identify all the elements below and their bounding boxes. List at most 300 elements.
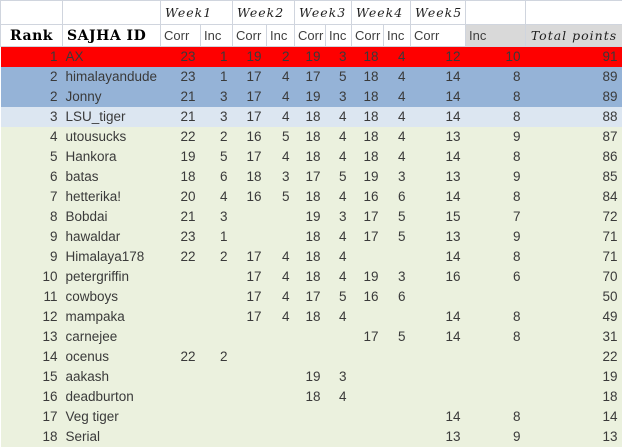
week3-inc-cell[interactable]: 3 [326, 207, 352, 227]
week2-corr-cell[interactable]: 18 [233, 167, 267, 187]
week5-inc-cell[interactable]: 8 [466, 147, 526, 167]
week1-inc-cell[interactable]: 1 [201, 47, 233, 67]
week4-corr-header[interactable]: Corr [352, 25, 384, 47]
rank-cell[interactable]: 12 [1, 307, 63, 327]
week4-header[interactable]: Week4 [352, 1, 411, 25]
week1-inc-cell[interactable]: 2 [201, 127, 233, 147]
week1-corr-cell[interactable]: 20 [161, 187, 201, 207]
table-row [1, 67, 622, 87]
total-points-cell[interactable]: 18 [526, 387, 622, 407]
week3-corr-cell[interactable]: 19 [295, 47, 326, 67]
week2-inc-cell[interactable] [267, 387, 295, 407]
week1-inc-cell[interactable] [201, 287, 233, 307]
rank-cell[interactable]: 10 [1, 267, 63, 287]
week4-corr-cell[interactable] [352, 387, 384, 407]
week3-corr-cell[interactable]: 17 [295, 167, 326, 187]
week3-inc-cell[interactable]: 4 [326, 307, 352, 327]
week4-corr-cell[interactable]: 19 [352, 267, 384, 287]
week5-inc-cell[interactable]: 6 [466, 267, 526, 287]
player-id-cell[interactable]: Himalaya178 [63, 247, 161, 267]
week1-inc-cell[interactable]: 1 [201, 227, 233, 247]
week1-inc-cell[interactable]: 3 [201, 207, 233, 227]
table-body [1, 47, 622, 447]
week3-corr-cell[interactable]: 18 [295, 187, 326, 207]
week2-corr-cell[interactable]: 19 [233, 47, 267, 67]
week5-corr-cell[interactable]: 14 [411, 67, 466, 87]
player-id-cell[interactable]: Veg tiger [63, 407, 161, 427]
week2-corr-cell[interactable]: 17 [233, 67, 267, 87]
table-row [1, 287, 622, 307]
week3-corr-cell[interactable]: 18 [295, 147, 326, 167]
week4-inc-cell[interactable]: 6 [384, 187, 411, 207]
player-id-cell[interactable]: Jonny [63, 87, 161, 107]
total-points-cell[interactable]: 84 [526, 187, 622, 207]
rank-cell[interactable]: 2 [1, 87, 63, 107]
table-row [1, 47, 622, 67]
player-id-cell[interactable]: hetterika! [63, 187, 161, 207]
total-points-cell[interactable]: 71 [526, 247, 622, 267]
total-points-cell[interactable]: 87 [526, 127, 622, 147]
week5-corr-cell[interactable]: 14 [411, 187, 466, 207]
rank-cell[interactable]: 17 [1, 407, 63, 427]
week1-inc-header[interactable]: Inc [201, 25, 233, 47]
total-points-cell[interactable]: 70 [526, 267, 622, 287]
week1-corr-cell[interactable] [161, 287, 201, 307]
player-id-cell[interactable]: mampaka [63, 307, 161, 327]
total-points-header[interactable]: Total points [526, 25, 622, 47]
week5-inc-cell[interactable]: 9 [466, 127, 526, 147]
week3-corr-cell[interactable]: 19 [295, 207, 326, 227]
rank-cell[interactable]: 13 [1, 327, 63, 347]
week2-inc-cell[interactable] [267, 207, 295, 227]
week3-inc-cell[interactable] [326, 327, 352, 347]
rank-cell[interactable]: 9 [1, 227, 63, 247]
week4-corr-cell[interactable]: 18 [352, 67, 384, 87]
week2-inc-cell[interactable] [267, 347, 295, 367]
week5-inc-cell[interactable]: 8 [466, 247, 526, 267]
total-points-cell[interactable]: 50 [526, 287, 622, 307]
rank-header[interactable]: Rank [1, 25, 63, 47]
week5-inc-cell[interactable]: 8 [466, 187, 526, 207]
week2-inc-cell[interactable] [267, 427, 295, 447]
player-id-cell[interactable]: aakash [63, 367, 161, 387]
week1-corr-cell[interactable]: 22 [161, 347, 201, 367]
week1-inc-cell[interactable] [201, 307, 233, 327]
week2-inc-cell[interactable]: 4 [267, 107, 295, 127]
week3-inc-cell[interactable]: 4 [326, 187, 352, 207]
week5-corr-cell[interactable]: 12 [411, 47, 466, 67]
week3-corr-cell[interactable]: 18 [295, 247, 326, 267]
week4-inc-cell[interactable]: 4 [384, 127, 411, 147]
week3-inc-cell[interactable]: 4 [326, 387, 352, 407]
week4-corr-cell[interactable]: 18 [352, 127, 384, 147]
week5-corr-cell[interactable]: 14 [411, 307, 466, 327]
week2-corr-cell[interactable] [233, 207, 267, 227]
rank-cell[interactable]: 6 [1, 167, 63, 187]
week1-inc-cell[interactable]: 1 [201, 67, 233, 87]
rank-cell[interactable]: 1 [1, 47, 63, 67]
week3-corr-cell[interactable] [295, 327, 326, 347]
week3-corr-cell[interactable]: 19 [295, 87, 326, 107]
table-row [1, 107, 622, 127]
week3-inc-cell[interactable]: 5 [326, 67, 352, 87]
table-row [1, 227, 622, 247]
total-points-cell[interactable]: 88 [526, 107, 622, 127]
week2-inc-cell[interactable]: 4 [267, 307, 295, 327]
week4-inc-cell[interactable]: 5 [384, 327, 411, 347]
week2-inc-cell[interactable]: 5 [267, 127, 295, 147]
week1-inc-cell[interactable] [201, 387, 233, 407]
week4-inc-cell[interactable]: 6 [384, 287, 411, 307]
week4-corr-cell[interactable]: 16 [352, 287, 384, 307]
table-row [1, 347, 622, 367]
week2-corr-cell[interactable]: 17 [233, 307, 267, 327]
player-id-cell[interactable]: Bobdai [63, 207, 161, 227]
table-header [1, 1, 622, 47]
week1-inc-cell[interactable] [201, 407, 233, 427]
week1-corr-cell[interactable] [161, 267, 201, 287]
week4-corr-cell[interactable] [352, 427, 384, 447]
rank-cell[interactable]: 11 [1, 287, 63, 307]
week2-inc-cell[interactable] [267, 327, 295, 347]
total-points-cell[interactable]: 85 [526, 167, 622, 187]
week5-inc-cell[interactable]: 8 [466, 87, 526, 107]
week4-inc-cell[interactable]: 5 [384, 207, 411, 227]
rank-cell[interactable]: 7 [1, 187, 63, 207]
week1-inc-cell[interactable] [201, 367, 233, 387]
week2-corr-cell[interactable]: 17 [233, 287, 267, 307]
week2-corr-cell[interactable] [233, 387, 267, 407]
week5-corr-cell[interactable]: 14 [411, 107, 466, 127]
rank-cell[interactable]: 16 [1, 387, 63, 407]
blank-cell-week5-inc[interactable] [466, 1, 526, 25]
week5-corr-cell[interactable]: 13 [411, 427, 466, 447]
week1-corr-cell[interactable]: 23 [161, 47, 201, 67]
week4-inc-header[interactable]: Inc [384, 25, 411, 47]
player-id-cell[interactable]: petergriffin [63, 267, 161, 287]
week2-inc-cell[interactable]: 4 [267, 67, 295, 87]
week1-corr-cell[interactable] [161, 427, 201, 447]
week3-corr-cell[interactable]: 17 [295, 67, 326, 87]
week3-corr-cell[interactable] [295, 427, 326, 447]
week1-corr-cell[interactable] [161, 367, 201, 387]
blank-cell-total[interactable] [526, 1, 622, 25]
rank-cell[interactable]: 14 [1, 347, 63, 367]
week5-corr-cell[interactable]: 15 [411, 207, 466, 227]
total-points-cell[interactable]: 49 [526, 307, 622, 327]
week5-inc-cell[interactable] [466, 347, 526, 367]
week3-corr-cell[interactable]: 17 [295, 287, 326, 307]
rank-cell[interactable]: 3 [1, 107, 63, 127]
week4-corr-cell[interactable]: 19 [352, 167, 384, 187]
week4-corr-cell[interactable]: 18 [352, 107, 384, 127]
week1-inc-cell[interactable]: 5 [201, 147, 233, 167]
week2-corr-cell[interactable] [233, 407, 267, 427]
week3-inc-cell[interactable]: 4 [326, 147, 352, 167]
week5-corr-cell[interactable]: 14 [411, 247, 466, 267]
table-row [1, 167, 622, 187]
week2-corr-cell[interactable] [233, 347, 267, 367]
week1-inc-cell[interactable]: 3 [201, 87, 233, 107]
week2-header[interactable]: Week2 [233, 1, 295, 25]
week1-header[interactable]: Week1 [161, 1, 233, 25]
week2-corr-header[interactable]: Corr [233, 25, 267, 47]
week3-corr-cell[interactable]: 18 [295, 267, 326, 287]
rank-cell[interactable]: 4 [1, 127, 63, 147]
week-header-row [1, 1, 622, 25]
week1-inc-cell[interactable] [201, 267, 233, 287]
week4-corr-cell[interactable]: 17 [352, 207, 384, 227]
week5-inc-cell[interactable]: 8 [466, 67, 526, 87]
total-points-cell[interactable]: 14 [526, 407, 622, 427]
player-id-cell[interactable]: hawaldar [63, 227, 161, 247]
total-points-cell[interactable]: 31 [526, 327, 622, 347]
week3-corr-cell[interactable] [295, 347, 326, 367]
player-id-cell[interactable]: AX [63, 47, 161, 67]
week2-inc-cell[interactable] [267, 407, 295, 427]
rank-cell[interactable]: 8 [1, 207, 63, 227]
week4-corr-cell[interactable]: 18 [352, 47, 384, 67]
week1-corr-cell[interactable] [161, 407, 201, 427]
week2-inc-cell[interactable]: 2 [267, 47, 295, 67]
week5-corr-header[interactable]: Corr [411, 25, 466, 47]
week2-inc-cell[interactable]: 4 [267, 267, 295, 287]
week5-inc-cell[interactable]: 9 [466, 167, 526, 187]
total-points-cell[interactable]: 71 [526, 227, 622, 247]
week3-corr-cell[interactable]: 18 [295, 307, 326, 327]
week3-inc-cell[interactable]: 4 [326, 267, 352, 287]
week4-inc-cell[interactable] [384, 407, 411, 427]
player-id-cell[interactable]: LSU_tiger [63, 107, 161, 127]
week4-inc-cell[interactable]: 3 [384, 167, 411, 187]
week1-corr-cell[interactable]: 23 [161, 227, 201, 247]
week5-inc-cell[interactable] [466, 367, 526, 387]
week2-inc-cell[interactable]: 5 [267, 187, 295, 207]
week5-inc-header[interactable]: Inc [466, 25, 526, 47]
week3-corr-cell[interactable]: 18 [295, 227, 326, 247]
week4-inc-cell[interactable] [384, 427, 411, 447]
week2-corr-cell[interactable]: 16 [233, 127, 267, 147]
rank-cell[interactable]: 2 [1, 67, 63, 87]
player-id-cell[interactable]: utousucks [63, 127, 161, 147]
week1-corr-cell[interactable] [161, 307, 201, 327]
total-points-cell[interactable]: 91 [526, 47, 622, 67]
week5-header[interactable]: Week5 [411, 1, 466, 25]
week5-inc-cell[interactable]: 10 [466, 47, 526, 67]
week3-inc-cell[interactable]: 3 [326, 47, 352, 67]
week5-corr-cell[interactable] [411, 287, 466, 307]
week2-inc-cell[interactable]: 3 [267, 167, 295, 187]
week1-inc-cell[interactable]: 2 [201, 247, 233, 267]
week4-corr-cell[interactable]: 16 [352, 187, 384, 207]
week2-inc-cell[interactable] [267, 367, 295, 387]
week4-inc-cell[interactable] [384, 247, 411, 267]
week5-corr-cell[interactable]: 14 [411, 87, 466, 107]
player-id-cell[interactable]: Serial [63, 427, 161, 447]
column-header-row [1, 25, 622, 47]
total-points-cell[interactable]: 86 [526, 147, 622, 167]
corner-blank-cell-2[interactable] [63, 1, 161, 25]
week5-corr-cell[interactable]: 13 [411, 127, 466, 147]
week1-corr-cell[interactable] [161, 387, 201, 407]
week2-corr-cell[interactable] [233, 367, 267, 387]
week3-corr-header[interactable]: Corr [295, 25, 326, 47]
week2-corr-cell[interactable] [233, 327, 267, 347]
week4-corr-cell[interactable]: 17 [352, 227, 384, 247]
total-points-cell[interactable]: 89 [526, 67, 622, 87]
week3-corr-cell[interactable]: 18 [295, 107, 326, 127]
week4-inc-cell[interactable]: 5 [384, 227, 411, 247]
player-id-cell[interactable]: Hankora [63, 147, 161, 167]
week1-corr-cell[interactable]: 19 [161, 147, 201, 167]
week2-corr-cell[interactable]: 17 [233, 147, 267, 167]
week3-inc-cell[interactable]: 4 [326, 107, 352, 127]
week1-corr-cell[interactable]: 21 [161, 87, 201, 107]
week4-inc-cell[interactable]: 3 [384, 267, 411, 287]
player-id-cell[interactable]: cowboys [63, 287, 161, 307]
week5-corr-cell[interactable]: 14 [411, 147, 466, 167]
week4-inc-cell[interactable] [384, 387, 411, 407]
week1-corr-cell[interactable]: 22 [161, 127, 201, 147]
week2-corr-cell[interactable]: 17 [233, 107, 267, 127]
week3-inc-cell[interactable]: 3 [326, 367, 352, 387]
week3-header[interactable]: Week3 [295, 1, 352, 25]
week5-inc-cell[interactable]: 9 [466, 427, 526, 447]
week2-corr-cell[interactable]: 17 [233, 87, 267, 107]
week5-corr-cell[interactable] [411, 347, 466, 367]
week2-inc-cell[interactable]: 4 [267, 87, 295, 107]
week5-corr-cell[interactable] [411, 367, 466, 387]
total-points-cell[interactable]: 72 [526, 207, 622, 227]
week4-inc-cell[interactable]: 4 [384, 87, 411, 107]
week1-corr-cell[interactable]: 21 [161, 207, 201, 227]
player-id-cell[interactable]: batas [63, 167, 161, 187]
week3-inc-cell[interactable]: 5 [326, 287, 352, 307]
sajha-id-header[interactable]: SAJHA ID [63, 25, 161, 47]
week3-inc-header[interactable]: Inc [326, 25, 352, 47]
week3-inc-cell[interactable]: 4 [326, 247, 352, 267]
table-row [1, 207, 622, 227]
week2-inc-cell[interactable]: 4 [267, 287, 295, 307]
week3-corr-cell[interactable]: 19 [295, 367, 326, 387]
week5-corr-cell[interactable]: 14 [411, 327, 466, 347]
week1-inc-cell[interactable] [201, 427, 233, 447]
week2-inc-header[interactable]: Inc [267, 25, 295, 47]
week1-corr-header[interactable]: Corr [161, 25, 201, 47]
week4-corr-cell[interactable] [352, 247, 384, 267]
week2-inc-cell[interactable] [267, 227, 295, 247]
corner-blank-cell[interactable] [1, 1, 63, 25]
week1-corr-cell[interactable] [161, 327, 201, 347]
week4-inc-cell[interactable]: 4 [384, 67, 411, 87]
week2-inc-cell[interactable]: 4 [267, 247, 295, 267]
player-id-cell[interactable]: ocenus [63, 347, 161, 367]
week3-inc-cell[interactable] [326, 427, 352, 447]
week4-corr-cell[interactable] [352, 367, 384, 387]
week5-inc-cell[interactable]: 8 [466, 407, 526, 427]
table-row [1, 187, 622, 207]
week1-corr-cell[interactable]: 21 [161, 107, 201, 127]
table-row [1, 307, 622, 327]
rank-cell[interactable]: 5 [1, 147, 63, 167]
week2-corr-cell[interactable] [233, 227, 267, 247]
week2-inc-cell[interactable]: 4 [267, 147, 295, 167]
week4-corr-cell[interactable]: 18 [352, 147, 384, 167]
week5-corr-cell[interactable] [411, 387, 466, 407]
week4-inc-cell[interactable] [384, 367, 411, 387]
week1-inc-cell[interactable]: 6 [201, 167, 233, 187]
total-points-cell[interactable]: 89 [526, 87, 622, 107]
week2-corr-cell[interactable] [233, 427, 267, 447]
player-id-cell[interactable]: himalayandude [63, 67, 161, 87]
week4-inc-cell[interactable]: 4 [384, 147, 411, 167]
week5-corr-cell[interactable]: 13 [411, 227, 466, 247]
player-id-cell[interactable]: carnejee [63, 327, 161, 347]
week2-corr-cell[interactable]: 16 [233, 187, 267, 207]
week1-corr-cell[interactable]: 22 [161, 247, 201, 267]
week3-inc-cell[interactable]: 3 [326, 87, 352, 107]
rank-cell[interactable]: 15 [1, 367, 63, 387]
week1-inc-cell[interactable] [201, 327, 233, 347]
week5-inc-cell[interactable]: 8 [466, 307, 526, 327]
week1-inc-cell[interactable]: 2 [201, 347, 233, 367]
week4-inc-cell[interactable] [384, 307, 411, 327]
week1-inc-cell[interactable]: 3 [201, 107, 233, 127]
week3-inc-cell[interactable]: 4 [326, 127, 352, 147]
week4-inc-cell[interactable] [384, 347, 411, 367]
week5-inc-cell[interactable]: 8 [466, 107, 526, 127]
week3-corr-cell[interactable]: 18 [295, 387, 326, 407]
week5-inc-cell[interactable]: 8 [466, 327, 526, 347]
total-points-cell[interactable]: 13 [526, 427, 622, 447]
total-points-cell[interactable]: 22 [526, 347, 622, 367]
rank-cell[interactable]: 18 [1, 427, 63, 447]
table-row [1, 407, 622, 427]
week3-corr-cell[interactable]: 18 [295, 127, 326, 147]
week4-inc-cell[interactable]: 4 [384, 47, 411, 67]
week5-inc-cell[interactable] [466, 387, 526, 407]
week5-corr-cell[interactable]: 14 [411, 407, 466, 427]
week3-inc-cell[interactable]: 4 [326, 227, 352, 247]
week4-corr-cell[interactable]: 18 [352, 87, 384, 107]
week5-inc-cell[interactable]: 7 [466, 207, 526, 227]
week3-inc-cell[interactable] [326, 407, 352, 427]
week1-inc-cell[interactable]: 4 [201, 187, 233, 207]
week1-corr-cell[interactable]: 18 [161, 167, 201, 187]
week4-corr-cell[interactable] [352, 407, 384, 427]
week3-inc-cell[interactable] [326, 347, 352, 367]
week4-corr-cell[interactable] [352, 307, 384, 327]
week5-inc-cell[interactable] [466, 287, 526, 307]
player-id-cell[interactable]: deadburton [63, 387, 161, 407]
week2-corr-cell[interactable]: 17 [233, 247, 267, 267]
week1-corr-cell[interactable]: 23 [161, 67, 201, 87]
week3-inc-cell[interactable]: 5 [326, 167, 352, 187]
week4-inc-cell[interactable]: 4 [384, 107, 411, 127]
week4-corr-cell[interactable]: 17 [352, 327, 384, 347]
table-row [1, 367, 622, 387]
week5-corr-cell[interactable]: 13 [411, 167, 466, 187]
week3-corr-cell[interactable] [295, 407, 326, 427]
week4-corr-cell[interactable] [352, 347, 384, 367]
table-row [1, 387, 622, 407]
week5-inc-cell[interactable]: 9 [466, 227, 526, 247]
week5-corr-cell[interactable]: 16 [411, 267, 466, 287]
week2-corr-cell[interactable]: 17 [233, 267, 267, 287]
table-row [1, 147, 622, 167]
rank-cell[interactable]: 9 [1, 247, 63, 267]
total-points-cell[interactable]: 19 [526, 367, 622, 387]
